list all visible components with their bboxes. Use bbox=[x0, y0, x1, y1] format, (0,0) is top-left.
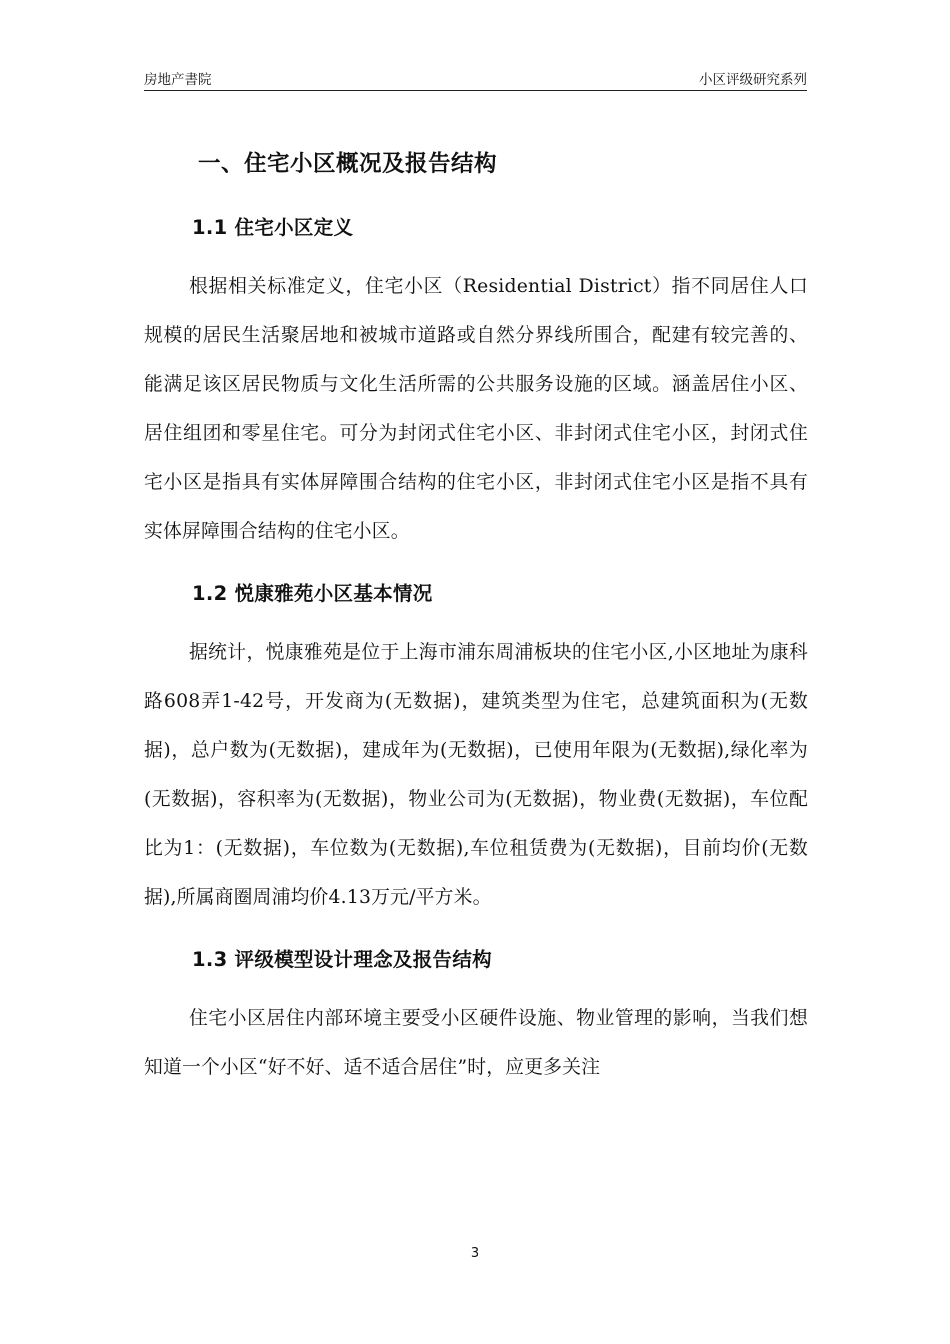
section-paragraph: 据统计，悦康雅苑是位于上海市浦东周浦板块的住宅小区,小区地址为康科路608弄1-42号，开发商为(无数据)，建筑类型为住宅，总建筑面积为(无数据)，总户数为(无数据)，建成年为(无数据)，已使用年限为(无数据),绿化率为(无数据)，容积率为(无数据)，物业公司为(无数据)，物业费(无数据)，车位配比为1：(无数据)，车位数为(无数据),车位租赁费为(无数据)，目前均价(无数据),所属商圈周浦均价4.13万元/平方米。 bbox=[144, 642, 808, 908]
section-1-2 bbox=[144, 568, 808, 922]
header-series-title: 小区评级研究系列 bbox=[699, 72, 807, 88]
section-1-3 bbox=[144, 934, 808, 1092]
section-1-1 bbox=[144, 202, 808, 556]
page-number: 3 bbox=[470, 1246, 480, 1261]
page-header bbox=[144, 66, 807, 91]
section-heading: 1.1 住宅小区定义 bbox=[192, 216, 354, 239]
section-paragraph: 根据相关标准定义，住宅小区（Residential District）指不同居住人口规模的居民生活聚居地和被城市道路或自然分界线所围合，配建有较完善的、能满足该区居民物质与文化生活所需的公共服务设施的区域。涵盖居住小区、居住组团和零星住宅。可分为封闭式住宅小区、非封闭式住宅小区，封闭式住宅小区是指具有实体屏障围合结构的住宅小区，非封闭式住宅小区是指不具有实体屏障围合结构的住宅小区。 bbox=[144, 276, 808, 542]
header-publisher: 房地产書院 bbox=[144, 72, 212, 88]
chapter-title: 一、住宅小区概况及报告结构 bbox=[198, 151, 498, 177]
section-heading: 1.3 评级模型设计理念及报告结构 bbox=[192, 948, 492, 971]
document-body bbox=[144, 138, 808, 1092]
section-heading: 1.2 悦康雅苑小区基本情况 bbox=[192, 582, 433, 605]
section-paragraph: 住宅小区居住内部环境主要受小区硬件设施、物业管理的影响，当我们想知道一个小区“好不好、适不适合居住”时，应更多关注 bbox=[144, 1008, 808, 1078]
